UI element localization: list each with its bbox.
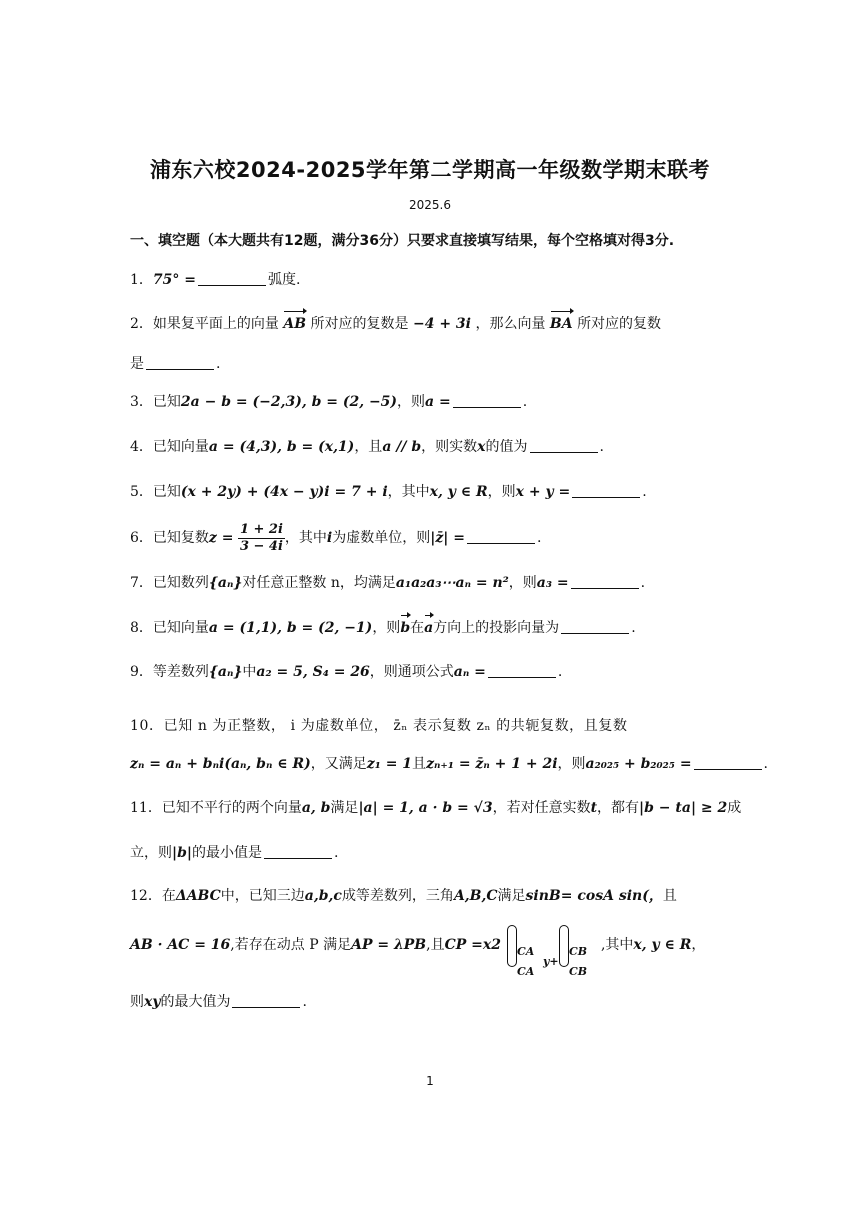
fraction-denominator: 3 − 4i xyxy=(239,538,283,554)
q9-expr: aₙ = xyxy=(453,664,486,680)
answer-blank[interactable] xyxy=(572,483,640,498)
q12-expr: sinB= cosA sin(， xyxy=(525,888,663,904)
q4-expr: a = (4,3), b = (x,1) xyxy=(208,439,355,455)
q11-expr: a, b xyxy=(301,800,331,816)
q9-text: 中 xyxy=(242,664,257,680)
q12-text: 中，已知三边 xyxy=(220,888,305,904)
question-10 xyxy=(130,716,740,736)
q12-expr: A,B,C xyxy=(453,888,498,904)
question-12 xyxy=(130,886,740,906)
q10-text: ，又满足 xyxy=(310,756,367,772)
fraction-numerator: 1 + 2i xyxy=(239,521,283,537)
exam-title: 浦东六校2024-2025学年第二学期高一年级数学期末联考 xyxy=(149,158,711,182)
question-6 xyxy=(130,518,740,558)
q12-text: ， xyxy=(691,937,706,953)
q4-text: 4．已知向量 xyxy=(130,439,209,455)
q3-expr: 2a − b = (−2,3), b = (2, −5) xyxy=(180,394,398,410)
q11-expr: |b − ta| ≥ 2 xyxy=(639,800,728,816)
q4-text: ，则实数 xyxy=(421,439,478,455)
question-11-line2 xyxy=(130,843,740,863)
q12-text: 成等差数列，三角 xyxy=(341,888,454,904)
q4-text: 的值为 xyxy=(485,439,528,455)
answer-blank[interactable] xyxy=(488,663,556,678)
answer-blank[interactable] xyxy=(571,574,639,589)
q12-text: ,若存在动点 P 满足 xyxy=(230,937,352,953)
q8-expr: a = (1,1), b = (2, −1) xyxy=(208,620,373,636)
question-5 xyxy=(130,482,740,502)
q12-text: ,且 xyxy=(426,937,445,953)
question-8 xyxy=(130,618,740,638)
q12-text: 的最大值为 xyxy=(160,994,231,1010)
q8-end: . xyxy=(631,620,636,636)
exam-date: 2025.6 xyxy=(409,198,451,212)
q12-expr: AB · AC = 16 xyxy=(130,937,231,953)
question-11 xyxy=(130,798,740,818)
question-2 xyxy=(130,314,740,334)
q10-expr: zₙ₊₁ = z̄ₙ + 1 + 2i xyxy=(426,756,558,772)
vector-ab: AB xyxy=(283,316,307,332)
q11-text: 立，则 xyxy=(130,845,172,861)
q2-text: 是 xyxy=(130,356,144,372)
answer-blank[interactable] xyxy=(694,755,762,770)
q8-text: 8．已知向量 xyxy=(130,620,209,636)
q9-text: 9．等差数列 xyxy=(130,664,209,680)
q5-expr: x, y ∈ R xyxy=(429,484,488,500)
left-paren xyxy=(507,925,517,967)
q5-text: ，其中 xyxy=(387,484,430,500)
q3-end: . xyxy=(522,394,528,410)
q12-text: 12．在 xyxy=(130,888,176,904)
q10-text: 且 xyxy=(412,756,427,772)
q4-text: ，且 xyxy=(354,439,383,455)
q3-text: ，则 xyxy=(397,394,426,410)
page-number: 1 xyxy=(426,1074,434,1088)
q6-expr: |z̄| = xyxy=(430,530,465,546)
q6-fraction xyxy=(238,522,285,555)
question-4 xyxy=(130,437,740,457)
vector-ba: BA xyxy=(549,316,573,332)
q12-text: 且 xyxy=(662,888,677,904)
q11-expr: |a| = 1, a · b = √3 xyxy=(358,800,493,816)
q2-text: 所对应的复数是 xyxy=(310,316,409,332)
question-3 xyxy=(130,392,740,412)
q12-text: ,其中 xyxy=(600,937,634,953)
q12-vector-formula xyxy=(505,925,597,978)
q7-text: 7．已知数列 xyxy=(130,575,209,591)
q1-number: 1． xyxy=(130,272,153,288)
question-7 xyxy=(130,573,740,593)
answer-blank[interactable] xyxy=(467,529,535,544)
answer-blank[interactable] xyxy=(561,619,629,634)
q2-text: ，那么向量 xyxy=(475,316,546,332)
q10-expr: a₂₀₂₅ + b₂₀₂₅ = xyxy=(585,756,692,772)
q7-text: ，则 xyxy=(508,575,537,591)
q7-expr: a₃ = xyxy=(536,575,569,591)
q2-expr: −4 + 3i xyxy=(412,316,471,332)
q11-text: 满足 xyxy=(330,800,359,816)
answer-blank[interactable] xyxy=(453,393,521,408)
q8-text: ，则 xyxy=(372,620,401,636)
q1-tail: 弧度. xyxy=(268,272,301,288)
q5-end: . xyxy=(642,484,647,500)
right-paren xyxy=(559,925,569,967)
q12-fragment: CA xyxy=(516,965,535,978)
q6-end: . xyxy=(537,530,542,546)
q12-expr: CP =x2 xyxy=(444,937,501,953)
answer-blank[interactable] xyxy=(232,993,300,1008)
q11-var: t xyxy=(590,800,598,816)
q11-text: ，若对任意实数 xyxy=(492,800,591,816)
q12-expr: AP = λPB xyxy=(351,937,427,953)
q6-text: 6．已知复数 xyxy=(130,530,209,546)
q8-text: 方向上的投影向量为 xyxy=(433,620,560,636)
q5-text: 5．已知 xyxy=(130,484,181,500)
vector-a: a xyxy=(424,620,434,636)
q5-expr: x + y = xyxy=(515,484,571,500)
q11-text: 的最小值是 xyxy=(191,845,262,861)
answer-blank[interactable] xyxy=(530,438,598,453)
q12-var: xy xyxy=(144,994,161,1010)
q4-var: x xyxy=(477,439,486,455)
q2-text: 2．如果复平面上的向量 xyxy=(130,316,279,332)
q9-expr: {aₙ} xyxy=(208,664,243,680)
q5-expr: (x + 2y) + (4x − y)i = 7 + i xyxy=(180,484,388,500)
q6-text: ，其中 xyxy=(284,530,327,546)
q12-expr: ΔABC xyxy=(175,888,221,904)
question-12-line2 xyxy=(130,920,740,978)
q10-text: ，则 xyxy=(557,756,586,772)
question-9 xyxy=(130,662,740,682)
q7-text: 对任意正整数 n，均满足 xyxy=(242,575,396,591)
q7-end: . xyxy=(640,575,646,591)
answer-blank[interactable] xyxy=(198,271,266,286)
q4-expr: a // b xyxy=(382,439,422,455)
q2-text: 所对应的复数 xyxy=(577,316,662,332)
q6-text: 为虚数单位，则 xyxy=(332,530,431,546)
q11-text: 11．已知不平行的两个向量 xyxy=(130,800,302,816)
q12-text: 则 xyxy=(130,994,144,1010)
q12-expr: x, y ∈ R xyxy=(633,937,692,953)
q11-expr: |b| xyxy=(172,845,192,861)
q2-end: . xyxy=(216,356,221,372)
q10-end: . xyxy=(763,756,768,772)
q12-text: 满足 xyxy=(497,888,526,904)
q11-text: 成 xyxy=(727,800,742,816)
q8-text: 在 xyxy=(410,620,425,636)
question-1 xyxy=(130,270,740,290)
q9-text: ，则通项公式 xyxy=(369,664,454,680)
answer-blank[interactable] xyxy=(264,844,332,859)
q12-fragment: CB xyxy=(568,965,588,978)
q9-end: . xyxy=(557,664,563,680)
q10-expr: zₙ = aₙ + bₙi(aₙ, bₙ ∈ R) xyxy=(130,756,311,772)
q4-end: . xyxy=(599,439,604,455)
q12-fragment: y+ xyxy=(542,955,559,968)
question-10-line2 xyxy=(130,754,768,774)
q11-end: . xyxy=(333,845,339,861)
q6-expr: z = xyxy=(208,530,234,546)
q11-text: ，都有 xyxy=(597,800,640,816)
q12-fragment: CA xyxy=(516,945,535,958)
q10-expr: z₁ = 1 xyxy=(366,756,413,772)
q6-var: i xyxy=(326,530,333,546)
question-12-line3 xyxy=(130,992,740,1012)
q12-expr: a,b,c xyxy=(304,888,342,904)
q1-expr: 75° = xyxy=(152,272,197,288)
q7-expr: a₁a₂a₃⋯aₙ = n² xyxy=(395,575,509,591)
q5-text: ，则 xyxy=(487,484,516,500)
q7-expr: {aₙ} xyxy=(208,575,243,591)
question-2-line2 xyxy=(130,354,740,374)
vector-b: b xyxy=(400,620,411,636)
q3-expr: a = xyxy=(425,394,451,410)
q9-expr: a₂ = 5, S₄ = 26 xyxy=(256,664,370,680)
q3-text: 3．已知 xyxy=(130,394,181,410)
q12-fragment: CB xyxy=(568,945,588,958)
answer-blank[interactable] xyxy=(146,355,214,370)
q10-text: 10．已知 n 为正整数， i 为虚数单位， z̄ₙ 表示复数 zₙ 的共轭复数，且复数 xyxy=(130,718,628,734)
section-heading: 一、填空题（本大题共有12题，满分36分）只要求直接填写结果，每个空格填对得3分. xyxy=(130,233,675,249)
q12-end: . xyxy=(302,994,307,1010)
